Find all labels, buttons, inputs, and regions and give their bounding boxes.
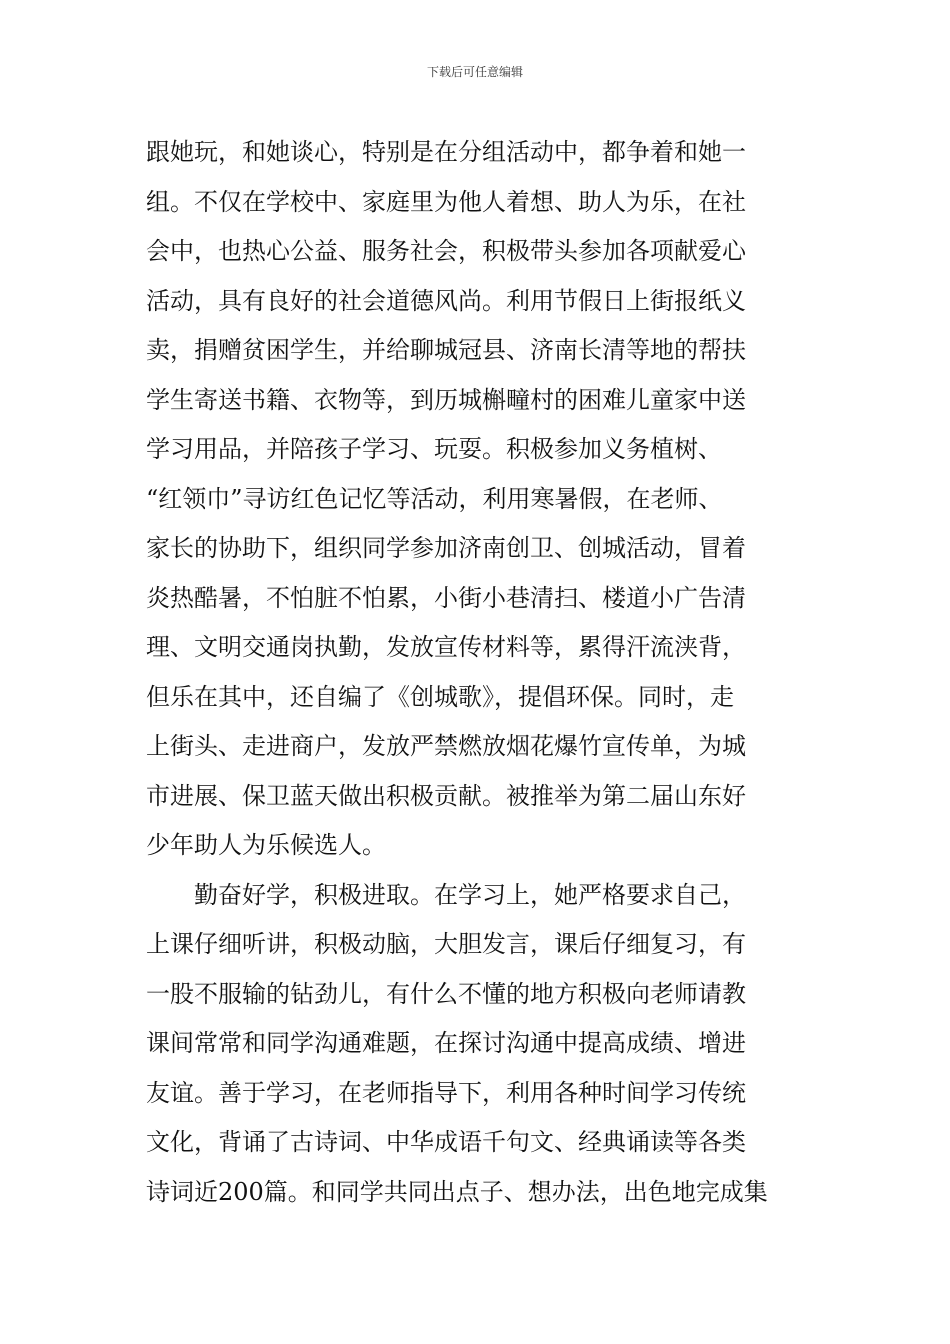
document-body [146,128,806,1217]
text-line: 理、文明交通岗执勤，发放宣传材料等，累得汗流浃背， [146,633,746,661]
paragraph-diligent-study [146,871,806,1218]
page-header-note: 下载后可任意编辑 [426,65,523,79]
text-line: 卖，捐赠贫困学生，并给聊城冠县、济南长清等地的帮扶 [146,336,746,364]
text-line: 组。不仅在学校中、家庭里为他人着想、助人为乐，在社 [146,187,746,216]
text-line: 会中，也热心公益、服务社会，积极带头参加各项献爱心 [146,237,746,265]
text-line: 少年助人为乐候选人。 [146,831,386,859]
paragraph-community-service [146,128,806,871]
text-line: 学生寄送书籍、衣物等，到历城槲疃村的困难儿童家中送 [146,385,746,414]
text-line: 跟她玩，和她谈心，特别是在分组活动中，都争着和她一 [146,138,746,166]
text-line: 活动，具有良好的社会道德风尚。利用节假日上街报纸义 [146,286,746,315]
text-line: 市进展、保卫蓝天做出积极贡献。被推举为第二届山东好 [146,781,746,810]
text-line: 诗词近200篇。和同学共同出点子、想办法，出色地完成集 [146,1177,768,1206]
text-line: 文化，背诵了古诗词、中华成语千句文、经典诵读等各类 [146,1128,746,1156]
text-line: 学习用品，并陪孩子学习、玩耍。积极参加义务植树、 [146,435,722,463]
text-line: 家长的协助下，组织同学参加济南创卫、创城活动，冒着 [146,534,746,562]
text-line: 上街头、走进商户，发放严禁燃放烟花爆竹宣传单，为城 [146,732,746,760]
text-line: 但乐在其中，还自编了《创城歌》，提倡环保。同时，走 [146,682,734,711]
text-line-first-indented: 勤奋好学，积极进取。在学习上，她严格要求自己， [194,880,746,909]
text-line: 课间常常和同学沟通难题，在探讨沟通中提高成绩、增进 [146,1029,746,1057]
text-line: 上课仔细听讲，积极动脑，大胆发言，课后仔细复习，有 [146,930,746,958]
text-line: 友谊。善于学习，在老师指导下，利用各种时间学习传统 [146,1078,746,1107]
text-line: “红领巾”寻访红色记忆等活动，利用寒暑假，在老师、 [146,484,723,513]
text-line: 一股不服输的钻劲儿，有什么不懂的地方积极向老师请教 [146,979,746,1008]
text-line: 炎热酷暑，不怕脏不怕累，小街小巷清扫、楼道小广告清 [146,583,746,612]
